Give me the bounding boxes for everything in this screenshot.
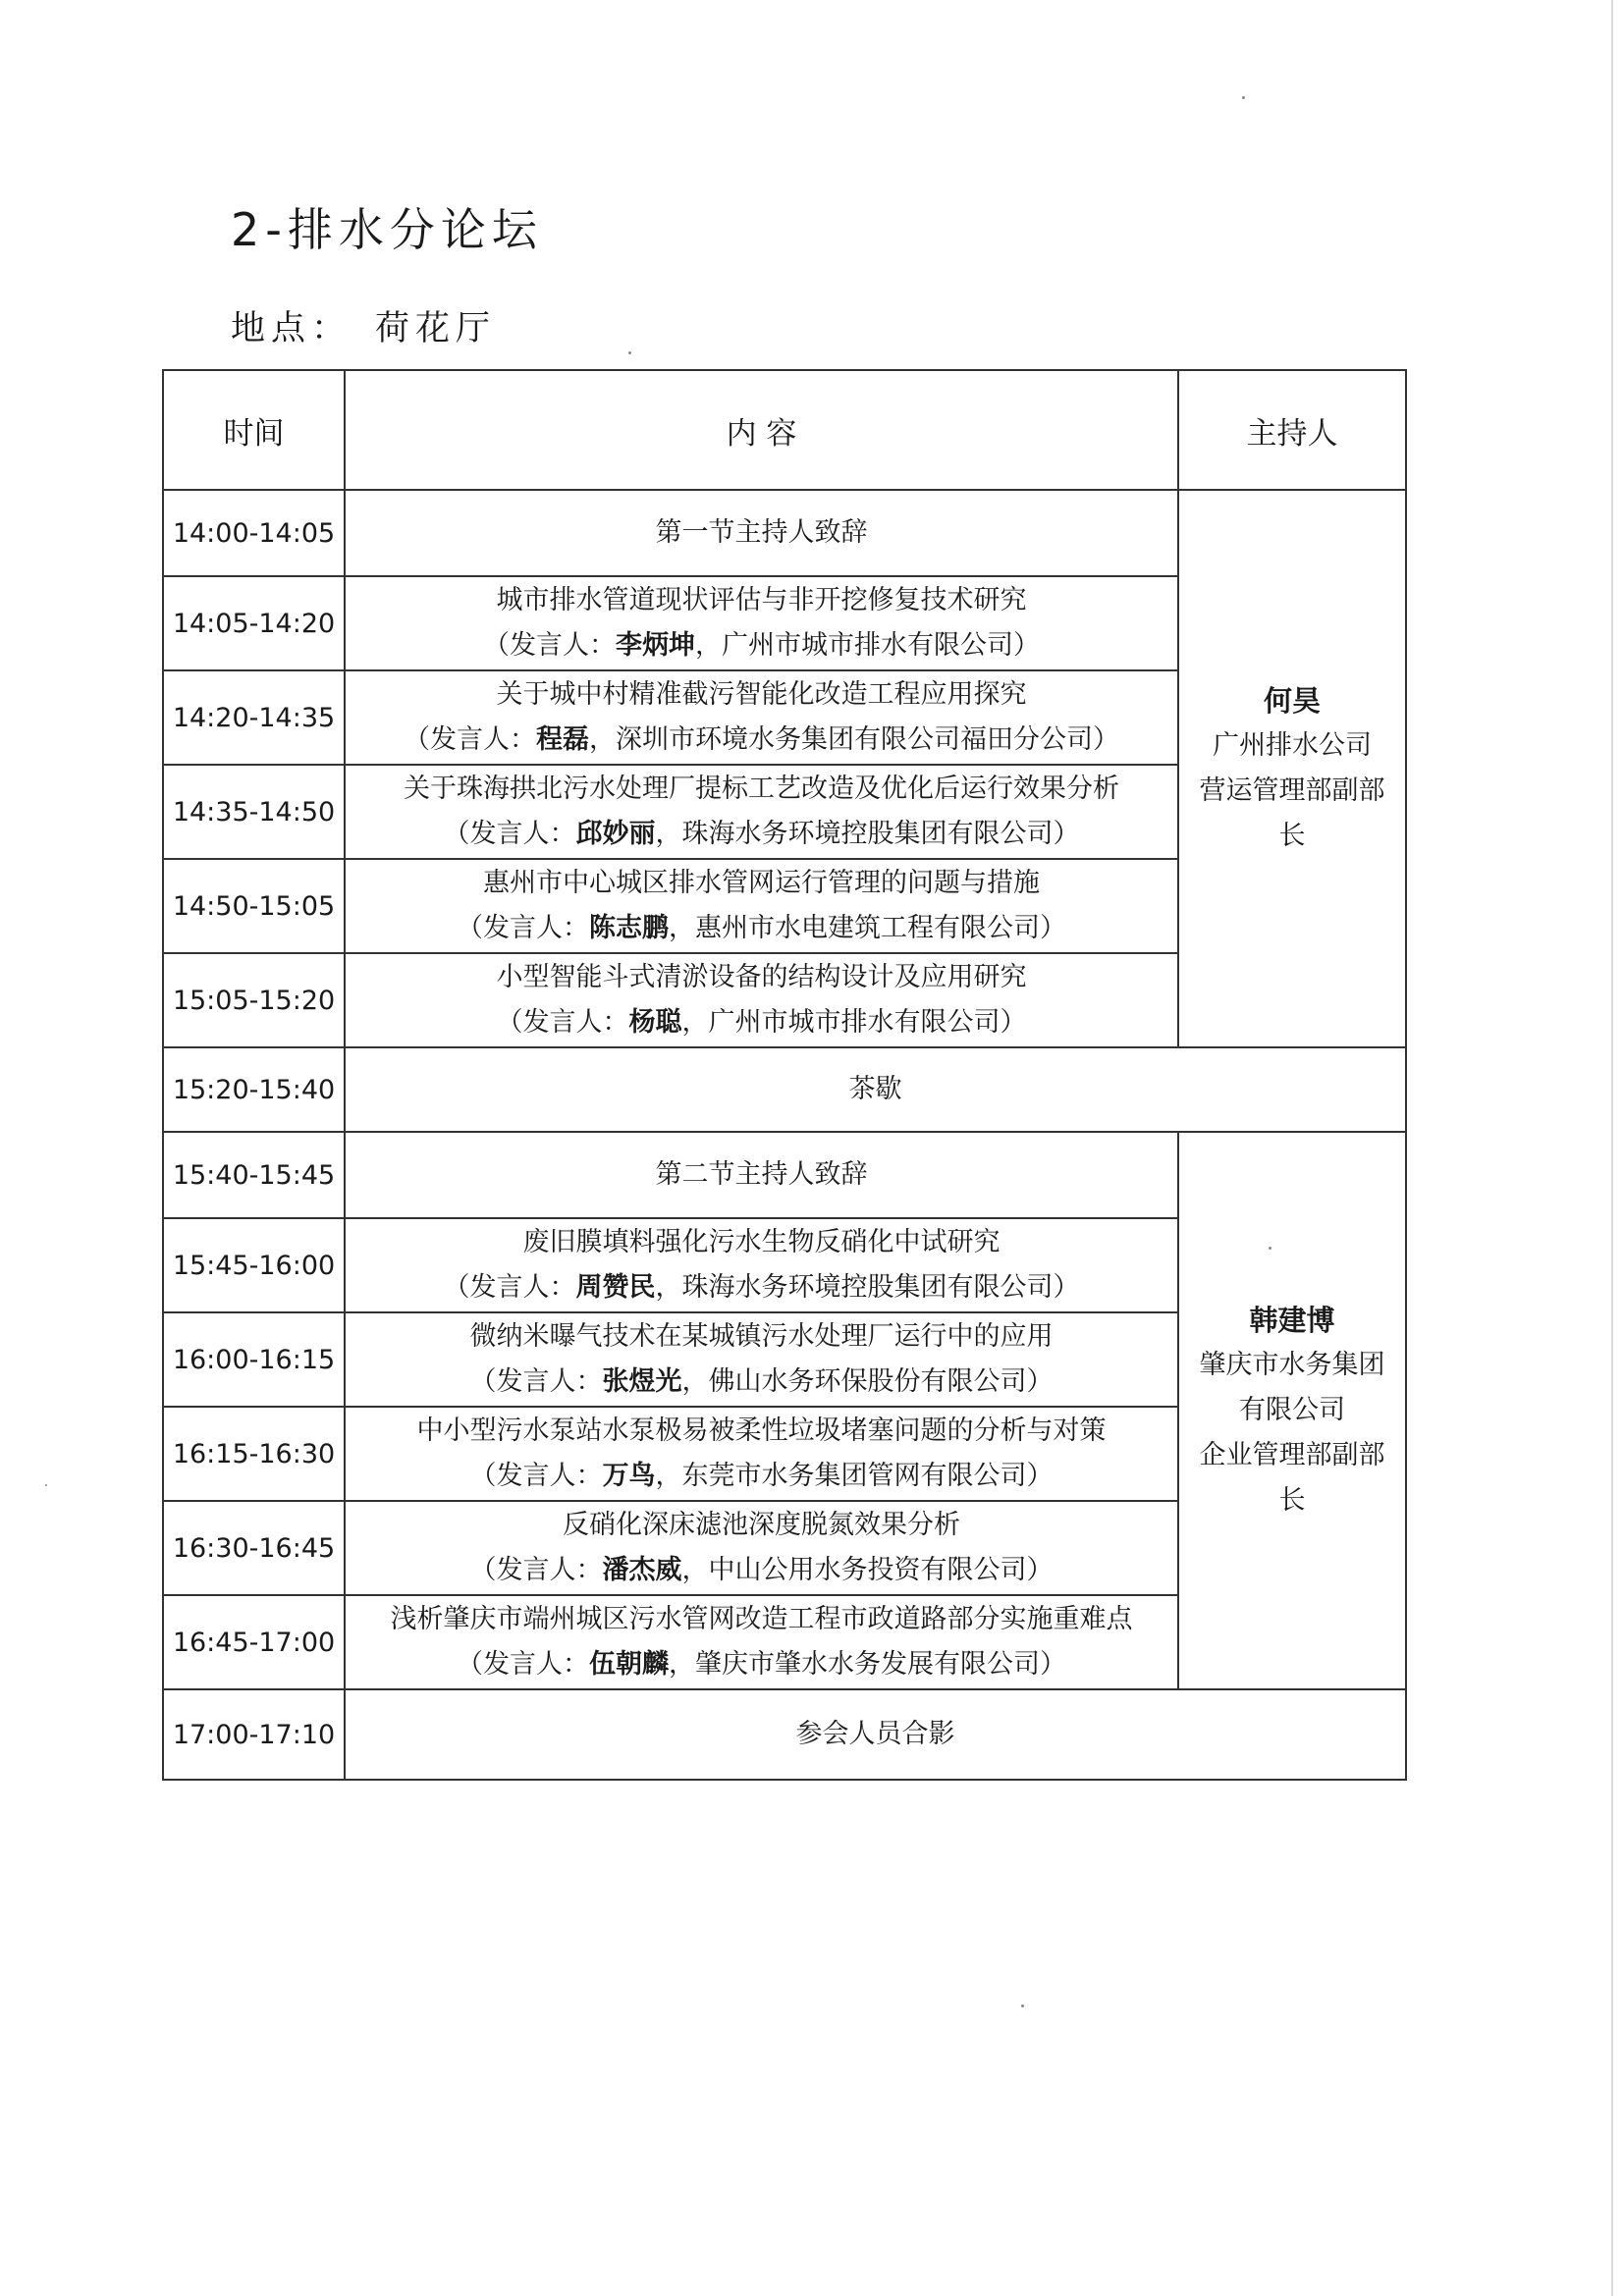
topic-cell <box>345 670 1178 765</box>
page-edge-line <box>1611 0 1613 2296</box>
topic-title: 反硝化深床滤池深度脱氮效果分析 <box>563 1510 960 1540</box>
topic-cell <box>345 1132 1178 1218</box>
speaker-org: ，东莞市水务集团管网有限公司） <box>655 1461 1054 1491</box>
speaker-line <box>353 1548 1169 1593</box>
time-cell: 15:20-15:40 <box>163 1047 345 1132</box>
speaker-org: ，肇庆市肇水水务发展有限公司） <box>669 1649 1066 1680</box>
speaker-name: 伍朝麟 <box>589 1649 669 1680</box>
venue-label: 地点： <box>231 309 352 348</box>
host-name: 何昊 <box>1263 684 1321 718</box>
host-name: 韩建博 <box>1249 1304 1335 1337</box>
time-cell: 14:05-14:20 <box>163 576 345 670</box>
topic-title: 浅析肇庆市端州城区污水管网改造工程市政道路部分实施重难点 <box>390 1604 1133 1634</box>
topic-cell <box>345 1312 1178 1407</box>
venue-value: 荷花厅 <box>375 309 497 348</box>
speaker-prefix: （发言人： <box>404 724 536 755</box>
time-cell: 16:15-16:30 <box>163 1407 345 1501</box>
speaker-org: ，珠海水务环境控股集团有限公司） <box>655 1272 1080 1303</box>
time-cell: 17:00-17:10 <box>163 1689 345 1780</box>
speaker-name: 杨聪 <box>628 1007 682 1038</box>
topic-cell <box>345 1595 1178 1689</box>
header-content: 内 容 <box>345 370 1178 490</box>
topic-title: 微纳米曝气技术在某城镇污水处理厂运行中的应用 <box>469 1321 1054 1352</box>
speaker-prefix: （发言人： <box>457 913 589 943</box>
speaker-org: ，深圳市环境水务集团有限公司福田分公司） <box>589 724 1119 755</box>
topic-title: 关于城中村精准截污智能化改造工程应用探究 <box>496 679 1027 710</box>
time-cell: 14:00-14:05 <box>163 490 345 576</box>
speaker-prefix: （发言人： <box>496 1007 629 1038</box>
table-row <box>163 1132 1406 1218</box>
break-label: 参会人员合影 <box>345 1689 1406 1780</box>
speaker-line <box>353 623 1169 668</box>
speaker-prefix: （发言人： <box>443 1272 576 1303</box>
host-org: 广州排水公司 <box>1213 730 1372 761</box>
host-cell-session-2 <box>1178 1132 1406 1689</box>
topic-cell <box>345 576 1178 670</box>
speaker-line <box>353 1000 1169 1045</box>
scan-speck <box>1269 1247 1271 1250</box>
speaker-name: 潘杰威 <box>602 1555 682 1585</box>
host-title: 营运管理部副部长 <box>1199 775 1385 851</box>
time-cell: 15:40-15:45 <box>163 1132 345 1218</box>
speaker-prefix: （发言人： <box>483 630 616 661</box>
speaker-name: 周赞民 <box>575 1272 656 1303</box>
speaker-line <box>353 1642 1169 1687</box>
topic-cell <box>345 1218 1178 1312</box>
speaker-org: ，广州市城市排水有限公司） <box>681 1007 1027 1038</box>
time-cell: 16:00-16:15 <box>163 1312 345 1407</box>
speaker-line <box>353 906 1169 951</box>
topic-title: 中小型污水泵站水泵极易被柔性垃圾堵塞问题的分析与对策 <box>416 1415 1107 1446</box>
speaker-prefix: （发言人： <box>457 1649 589 1680</box>
speaker-line <box>353 1454 1169 1499</box>
topic-title: 小型智能斗式清淤设备的结构设计及应用研究 <box>496 962 1027 992</box>
schedule-table <box>162 369 1407 1781</box>
header-host: 主持人 <box>1178 370 1406 490</box>
time-cell: 14:35-14:50 <box>163 765 345 859</box>
topic-cell <box>345 1501 1178 1595</box>
topic-cell <box>345 953 1178 1047</box>
speaker-org: ，惠州市水电建筑工程有限公司） <box>669 913 1066 943</box>
speaker-prefix: （发言人： <box>469 1555 603 1585</box>
venue-line <box>231 301 496 350</box>
scan-speck <box>628 351 631 354</box>
topic-cell <box>345 765 1178 859</box>
host-org: 肇庆市水务集团 <box>1199 1350 1385 1380</box>
speaker-prefix: （发言人： <box>469 1366 603 1397</box>
scan-speck <box>45 1484 47 1486</box>
topic-title: 第一节主持人致辞 <box>655 517 868 548</box>
break-label: 茶歇 <box>345 1047 1406 1132</box>
header-time: 时间 <box>163 370 345 490</box>
break-row <box>163 1047 1406 1132</box>
speaker-line <box>353 1360 1169 1405</box>
time-cell: 15:05-15:20 <box>163 953 345 1047</box>
speaker-name: 万鸟 <box>602 1461 656 1491</box>
topic-cell <box>345 490 1178 576</box>
speaker-org: ，中山公用水务投资有限公司） <box>681 1555 1054 1585</box>
header-row <box>163 370 1406 490</box>
speaker-line <box>353 812 1169 857</box>
break-row <box>163 1689 1406 1780</box>
host-title: 企业管理部副部长 <box>1199 1440 1385 1516</box>
table-row <box>163 490 1406 576</box>
speaker-name: 李炳坤 <box>616 630 695 661</box>
speaker-name: 陈志鹏 <box>589 913 669 943</box>
time-cell: 16:45-17:00 <box>163 1595 345 1689</box>
speaker-prefix: （发言人： <box>443 819 576 849</box>
speaker-line <box>353 1265 1169 1310</box>
speaker-org: ，广州市城市排水有限公司） <box>695 630 1040 661</box>
topic-title: 第二节主持人致辞 <box>655 1159 868 1190</box>
scan-speck <box>1021 2004 1024 2007</box>
scan-speck <box>1242 96 1245 99</box>
topic-cell <box>345 859 1178 953</box>
topic-title: 惠州市中心城区排水管网运行管理的问题与措施 <box>483 868 1040 898</box>
time-cell: 16:30-16:45 <box>163 1501 345 1595</box>
speaker-org: ，珠海水务环境控股集团有限公司） <box>655 819 1080 849</box>
speaker-org: ，佛山水务环保股份有限公司） <box>681 1366 1054 1397</box>
speaker-name: 邱妙丽 <box>575 819 656 849</box>
time-cell: 14:20-14:35 <box>163 670 345 765</box>
time-cell: 15:45-16:00 <box>163 1218 345 1312</box>
topic-title: 关于珠海拱北污水处理厂提标工艺改造及优化后运行效果分析 <box>404 774 1119 804</box>
topic-title: 废旧膜填料强化污水生物反硝化中试研究 <box>522 1227 1001 1257</box>
topic-title: 城市排水管道现状评估与非开挖修复技术研究 <box>496 585 1027 615</box>
speaker-name: 程磊 <box>536 724 589 755</box>
page-title: 2-排水分论坛 <box>231 203 543 256</box>
time-cell: 14:50-15:05 <box>163 859 345 953</box>
host-cell-session-1 <box>1178 490 1406 1047</box>
speaker-line <box>353 718 1169 763</box>
topic-cell <box>345 1407 1178 1501</box>
speaker-prefix: （发言人： <box>469 1461 603 1491</box>
host-org-2: 有限公司 <box>1239 1395 1345 1425</box>
speaker-name: 张煜光 <box>602 1366 682 1397</box>
